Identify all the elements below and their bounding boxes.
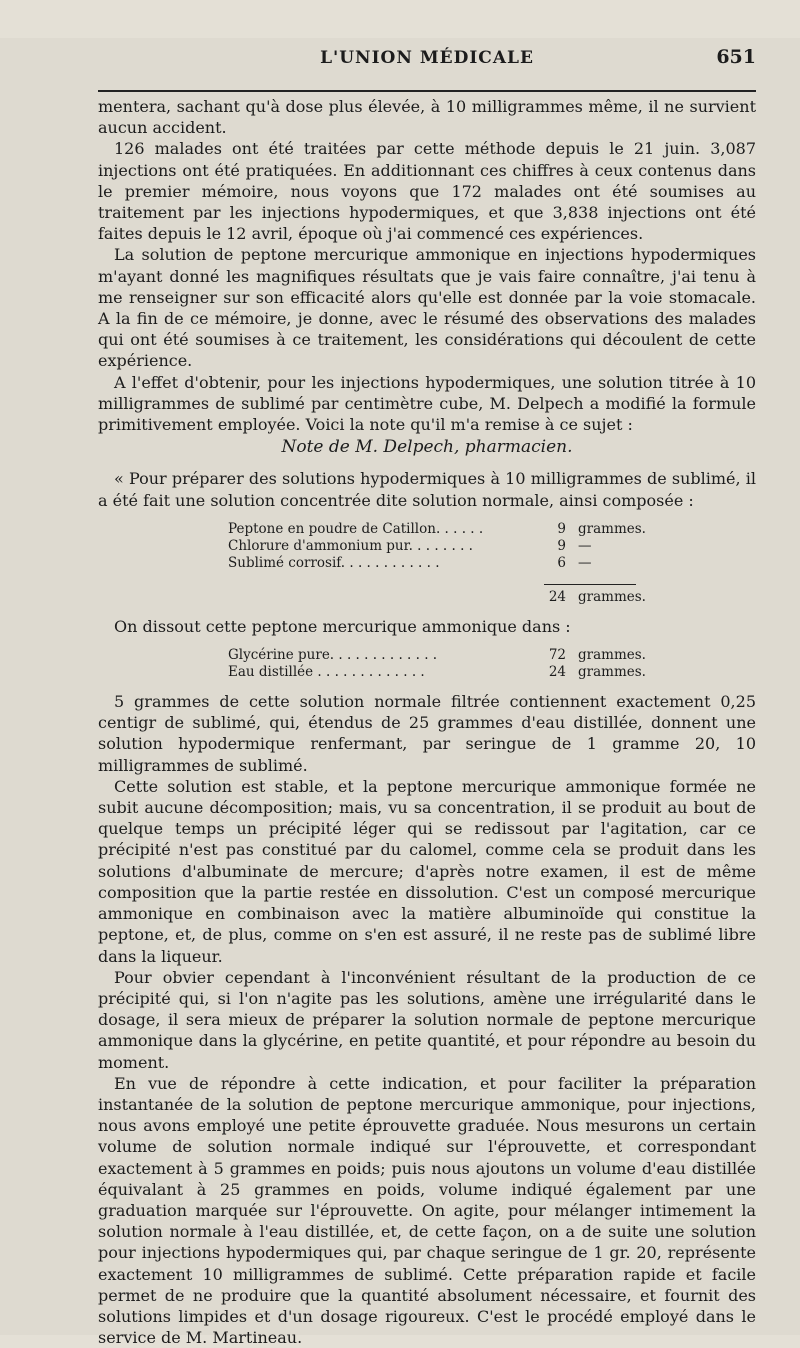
ingredient-unit: grammes. bbox=[578, 520, 646, 537]
ingredient-name: Sublimé corrosif. . . . . . . . . . . . bbox=[228, 554, 440, 571]
paragraph: A l'effet d'obtenir, pour les injections hypodermiques, une solution titrée à 10 milligrammes de sublimé par centimètre cube, M. Delpech a modifié la formule primitivement employée. Voici la note qu'il m'a remise à ce sujet : bbox=[98, 372, 756, 435]
note-intro: « Pour préparer des solutions hypodermiques à 10 milligrammes de sublimé, il a été fait une solution concentrée dite solution normale, ainsi composée : bbox=[98, 469, 756, 510]
ingredient-name: Eau distillée . . . . . . . . . . . . . bbox=[228, 664, 425, 681]
total-unit: grammes. bbox=[578, 588, 646, 605]
ingredient-value: 9 bbox=[557, 537, 566, 554]
running-title: L'UNION MÉDICALE bbox=[320, 48, 534, 68]
ingredient-unit: grammes. bbox=[578, 664, 646, 681]
paragraph: La solution de peptone mercurique ammonique en injections hypodermiques m'ayant donné les magnifiques résultats que je vais faire connaître, j'ai tenu à me renseigner sur son efficacité alors qu'elle est donnée par la voie stomacale. A la fin de ce mémoire, je donne, avec le résumé des observations des malades qui ont été soumises à ce traitement, les considérations qui découlent de cette expérience. bbox=[98, 245, 756, 371]
page-header bbox=[98, 38, 756, 92]
page bbox=[0, 38, 800, 1348]
page-number: 651 bbox=[716, 46, 756, 68]
ingredient-unit: — bbox=[578, 537, 592, 554]
formula-row bbox=[228, 521, 756, 538]
dissolve-line: On dissout cette peptone mercurique ammonique dans : bbox=[114, 616, 571, 636]
ingredient-name: Glycérine pure. . . . . . . . . . . . . bbox=[228, 647, 438, 664]
paragraph: En vue de répondre à cette indication, et pour faciliter la préparation instantanée de la solution de peptone mercurique ammonique, pour injections, nous avons employé une petite éprouvette graduée. Nous mesurons un certain volume de solution normale indiqué sur l'éprouvette, et correspondant exactement à 5 grammes en poids; puis nous ajoutons un volume d'eau distillée équivalant à 25 grammes en poids, volume indiqué également par une graduation marquée sur l'éprouvette. On agite, pour mélanger intimement la solution normale à l'eau distillée, et, de cette façon, on a de suite une solution pour injections hypodermiques qui, par chaque seringue de 1 gr. 20, représente exactement 10 milligrammes de sublimé. Cette préparation rapide et facile permet de ne produire que la quantité absolument nécessaire, et fournit des solutions limpides et d'un dosage rigoureux. C'est le procédé employé dans le service de M. Martineau. bbox=[98, 1073, 756, 1348]
ingredient-name: Peptone en poudre de Catillon. . . . . . bbox=[228, 520, 484, 537]
formula-row bbox=[228, 664, 756, 681]
paragraph: 126 malades ont été traitées par cette méthode depuis le 21 juin. 3,087 injections ont été pratiquées. En additionnant ces chiffres à ceux contenus dans le premier mémoire, nous voyons que 172 malades ont été soumises au traitement par les injections hypodermiques, et que 3,838 injections ont été faites depuis le 12 avril, époque où j'ai commencé ces expériences. bbox=[98, 139, 756, 244]
body-text bbox=[98, 96, 756, 1348]
formula-total bbox=[228, 589, 756, 606]
paragraph: Pour obvier cependant à l'inconvénient résultant de la production de ce précipité qui, si l'on n'agite pas les solutions, amène une irrégularité dans le dosage, il sera mieux de préparer la solution normale de peptone mercurique ammonique dans la glycérine, en petite quantité, et pour répondre au besoin du moment. bbox=[98, 967, 756, 1072]
ingredient-unit: — bbox=[578, 554, 592, 571]
formula-table-1 bbox=[228, 521, 756, 606]
formula-table-2 bbox=[228, 647, 756, 681]
formula-row bbox=[228, 647, 756, 664]
ingredient-value: 9 bbox=[557, 520, 566, 537]
paragraph: mentera, sachant qu'à dose plus élevée, à 10 milligrammes même, il ne survient aucun accident. bbox=[98, 97, 756, 138]
ingredient-value: 72 bbox=[548, 647, 566, 664]
ingredient-unit: grammes. bbox=[578, 647, 646, 664]
formula-row bbox=[228, 538, 756, 555]
ingredient-value: 6 bbox=[557, 554, 566, 571]
paragraph: 5 grammes de cette solution normale filtrée contiennent exactement 0,25 centigr de sublimé, qui, étendus de 25 grammes d'eau distillée, donnent une solution hypodermique renfermant, par seringue de 1 gramme 20, 10 milligrammes de sublimé. bbox=[98, 692, 756, 775]
ingredient-value: 24 bbox=[548, 664, 566, 681]
total-rule bbox=[544, 584, 636, 585]
total-value: 24 bbox=[548, 588, 566, 605]
note-title: Note de M. Delpech, pharmacien. bbox=[281, 437, 573, 458]
ingredient-name: Chlorure d'ammonium pur. . . . . . . . bbox=[228, 537, 473, 554]
formula-row bbox=[228, 555, 756, 572]
paragraph: Cette solution est stable, et la peptone mercurique ammonique formée ne subit aucune décomposition; mais, vu sa concentration, il se produit au bout de quelque temps un précipité léger qui se redissout par l'agitation, car ce précipité n'est pas constitué par du calomel, comme cela se produit dans les solutions d'albuminate de mercure; d'après notre examen, il est de même composition que la partie restée en dissolution. C'est un composé mercurique ammonique en combinaison avec la matière albuminoïde qui constitue la peptone, et, de plus, comme on s'en est assuré, il ne reste pas de sublimé libre dans la liqueur. bbox=[98, 776, 756, 966]
